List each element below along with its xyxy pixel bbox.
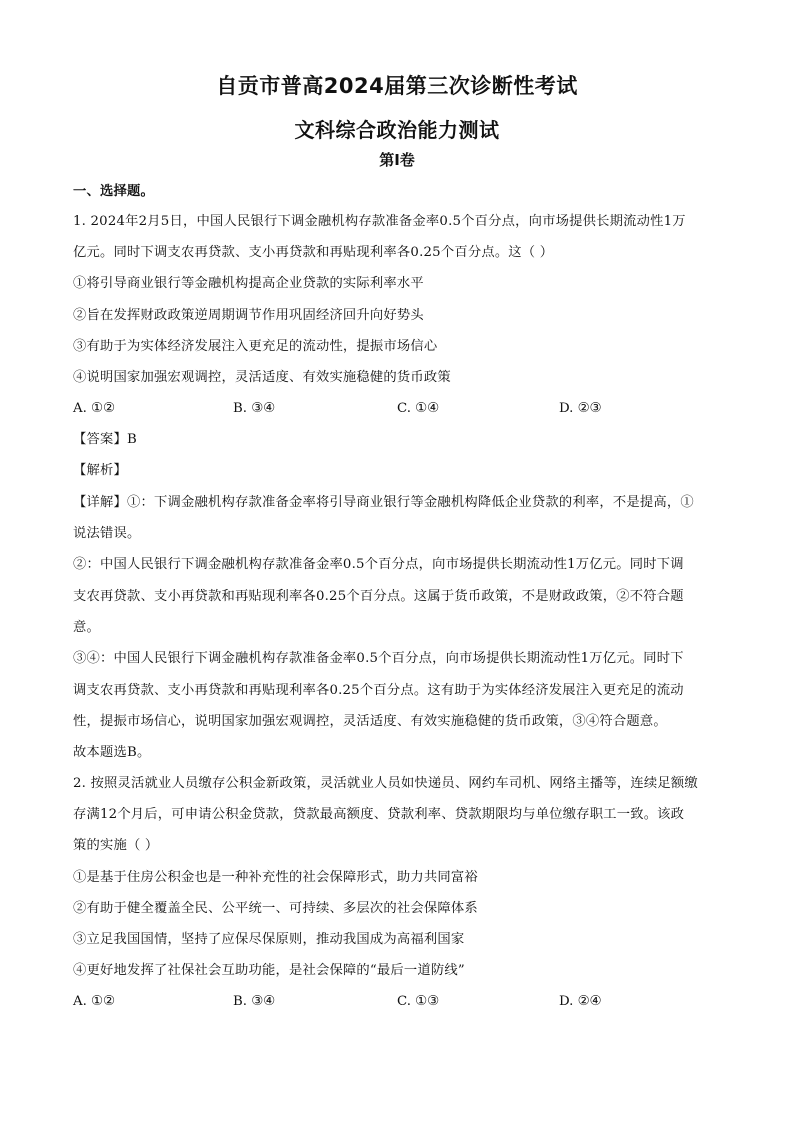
q1-option-a: A. ①② <box>73 401 115 416</box>
q1-explain-line: 调支农再贷款、支小再贷款和再贴现利率各0.25个百分点。这有助于为实体经济发展注入更充足的流动 <box>73 683 684 698</box>
q2-option-a: A. ①② <box>73 994 115 1009</box>
q1-item-3: ③有助于为实体经济发展注入更充足的流动性，提振市场信心 <box>73 339 438 354</box>
q2-option-d: D. ②④ <box>559 994 602 1009</box>
q1-option-c: C. ①④ <box>397 401 439 416</box>
q2-option-c: C. ①③ <box>397 994 439 1009</box>
volume-label: 第Ⅰ卷 <box>379 151 415 169</box>
q2-item-3: ③立足我国国情，坚持了应保尽保原则，推动我国成为高福利国家 <box>73 932 465 947</box>
q1-option-d: D. ②③ <box>559 401 602 416</box>
q1-item-1: ①将引导商业银行等金融机构提高企业贷款的实际利率水平 <box>73 276 424 291</box>
q2-stem-line: 策的实施（ ） <box>73 838 159 853</box>
exam-subtitle: 文科综合政治能力测试 <box>294 118 500 142</box>
q2-option-b: B. ③④ <box>233 994 276 1009</box>
q1-option-b: B. ③④ <box>233 401 276 416</box>
q1-stem-line-1: 1. 2024年2月5日，中国人民银行下调金融机构存款准备金率0.5个百分点，向市场提供长期流动性1万 <box>73 214 686 229</box>
q2-item-1: ①是基于住房公积金也是一种补充性的社会保障形式，助力共同富裕 <box>73 870 478 885</box>
q2-item-2: ②有助于健全覆盖全民、公平统一、可持续、多层次的社会保障体系 <box>73 901 478 916</box>
q2-stem-line: 2. 按照灵活就业人员缴存公积金新政策，灵活就业人员如快递员、网约车司机、网络主播等，连续足额缴 <box>73 776 698 791</box>
q1-explain-line: 意。 <box>73 620 100 635</box>
q1-explain-line: ②：中国人民银行下调金融机构存款准备金率0.5个百分点，向市场提供长期流动性1万亿元。同时下调 <box>73 557 684 572</box>
q1-item-2: ②旨在发挥财政政策逆周期调节作用巩固经济回升向好势头 <box>73 308 424 323</box>
q1-stem-line-2: 亿元。同时下调支农再贷款、支小再贷款和再贴现利率各0.25个百分点。这（ ） <box>73 245 554 260</box>
q1-explain-line: 故本题选B。 <box>73 745 151 760</box>
q1-explain-line: 说法错误。 <box>73 526 141 541</box>
q1-explain-line: 【详解】①：下调金融机构存款准备金率将引导商业银行等金融机构降低企业贷款的利率，不是提高，① <box>73 495 694 510</box>
q2-item-4: ④更好地发挥了社保社会互助功能，是社会保障的“最后一道防线” <box>73 963 465 978</box>
exam-title: 自贡市普高2024届第三次诊断性考试 <box>216 74 578 98</box>
q1-explain-line: 性，提振市场信心，说明国家加强宏观调控，灵活适度、有效实施稳健的货币政策，③④符合题意。 <box>73 714 667 729</box>
section-heading: 一、选择题。 <box>73 184 154 199</box>
q1-explain-line: ③④：中国人民银行下调金融机构存款准备金率0.5个百分点，向市场提供长期流动性1万亿元。同时下 <box>73 651 684 666</box>
q1-answer: 【答案】B <box>73 432 137 447</box>
q1-explain-line: 支农再贷款、支小再贷款和再贴现利率各0.25个百分点。这属于货币政策，不是财政政策，②不符合题 <box>73 589 684 604</box>
q2-stem-line: 存满12个月后，可申请公积金贷款，贷款最高额度、贷款利率、贷款期限均与单位缴存职工一致。该政 <box>73 807 685 822</box>
q1-item-4: ④说明国家加强宏观调控，灵活适度、有效实施稳健的货币政策 <box>73 370 451 385</box>
q1-analysis-label: 【解析】 <box>73 463 127 478</box>
